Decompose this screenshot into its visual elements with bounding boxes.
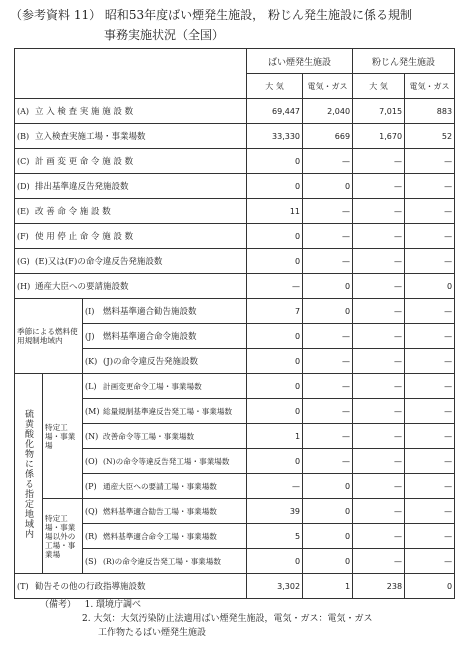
cell-value: 0 (247, 249, 303, 274)
cell-value: 0 (247, 349, 303, 374)
row-label (15, 249, 247, 274)
table-row (15, 199, 455, 224)
row-label-text: (E)又は(F)の命令違反告発施設数 (35, 257, 163, 267)
row-label-text: 燃料基準適合命令施設数 (103, 332, 197, 342)
row-label-text: 燃料基準適合勧告施設数 (103, 307, 197, 317)
cell-value: — (353, 174, 405, 199)
cell-value: — (353, 524, 405, 549)
cell-value: — (405, 474, 455, 499)
table-row (15, 374, 455, 399)
row-label-text: 計画変更命令工場・事業場数 (103, 381, 202, 391)
cell-value: 1 (303, 574, 353, 599)
table-row (15, 99, 455, 124)
cell-value: 0 (247, 149, 303, 174)
row-label (83, 299, 247, 324)
table-row (15, 499, 455, 524)
notes-label: （備考） (40, 600, 77, 610)
row-marker: (Q) (85, 506, 98, 516)
row-label (83, 524, 247, 549)
header-soot-facilities: ばい煙発生施設 (247, 49, 353, 74)
row-marker: (A) (17, 107, 30, 116)
cell-value: 2,040 (303, 99, 353, 124)
cell-value: — (353, 424, 405, 449)
cell-value: 669 (303, 124, 353, 149)
row-label-text: (N)の命令等違反告発工場・事業場数 (103, 456, 230, 466)
cell-value: 7,015 (353, 99, 405, 124)
cell-value: — (405, 324, 455, 349)
row-marker: (M) (85, 406, 100, 416)
row-label-text: 排出基準違反告発施設数 (35, 182, 129, 192)
cell-value: — (405, 399, 455, 424)
cell-value: 0 (303, 174, 353, 199)
row-marker: (P) (85, 481, 97, 491)
cell-value: — (303, 249, 353, 274)
row-marker: (R) (85, 531, 98, 541)
cell-value: 5 (247, 524, 303, 549)
cell-value: 1 (247, 424, 303, 449)
table-row (15, 274, 455, 299)
row-marker: (S) (85, 556, 97, 566)
row-marker: (C) (17, 157, 30, 166)
cell-value: — (353, 249, 405, 274)
cell-value: — (303, 149, 353, 174)
row-label (15, 574, 247, 599)
cell-value: 0 (303, 524, 353, 549)
cell-value: 0 (303, 499, 353, 524)
cell-value: 33,330 (247, 124, 303, 149)
header-dust-facilities: 粉じん発生施設 (353, 49, 455, 74)
cell-value: — (353, 324, 405, 349)
table-row (15, 174, 455, 199)
row-marker: (K) (85, 357, 98, 366)
notes (40, 598, 372, 640)
cell-value: — (353, 224, 405, 249)
row-marker: (G) (17, 257, 30, 266)
cell-value: — (353, 149, 405, 174)
table-body (15, 99, 455, 599)
cell-value: 0 (405, 574, 455, 599)
cell-value: 0 (247, 324, 303, 349)
cell-value: — (303, 374, 353, 399)
group-sulfur-oxide-area: 硫黄酸化物に係る指定地域内 (15, 374, 43, 574)
cell-value: — (303, 199, 353, 224)
cell-value: 0 (247, 449, 303, 474)
row-label-text: 通産大臣への要請施設数 (35, 282, 129, 292)
row-label (15, 174, 247, 199)
cell-value: 0 (303, 299, 353, 324)
cell-value: — (303, 349, 353, 374)
row-label (83, 324, 247, 349)
cell-value: 0 (405, 274, 455, 299)
row-label-text: 改善命令等工場・事業場数 (103, 431, 195, 441)
row-label-text: 改 善 命 令 施 設 数 (35, 207, 111, 217)
cell-value: — (353, 549, 405, 574)
cell-value: — (353, 474, 405, 499)
header-blank (15, 49, 247, 99)
group-other-factories: 特定工場・事業場以外の工場・事業場 (43, 499, 83, 574)
page-subtitle: 事務実施状況（全国） (104, 28, 225, 42)
cell-value: — (303, 449, 353, 474)
cell-value: — (353, 374, 405, 399)
row-label (15, 224, 247, 249)
cell-value: 0 (247, 399, 303, 424)
row-label-text: 計 画 変 更 命 令 施 設 数 (35, 157, 134, 167)
row-label (15, 124, 247, 149)
row-marker: (E) (17, 207, 30, 216)
row-label (83, 399, 247, 424)
cell-value: — (405, 499, 455, 524)
cell-value: 0 (247, 549, 303, 574)
cell-value: — (247, 474, 303, 499)
cell-value: — (353, 499, 405, 524)
cell-value: — (353, 349, 405, 374)
cell-value: — (405, 424, 455, 449)
cell-value: — (405, 174, 455, 199)
row-label (83, 349, 247, 374)
cell-value: 69,447 (247, 99, 303, 124)
table-row (15, 224, 455, 249)
header-air-2: 大 気 (353, 74, 405, 99)
row-label (15, 199, 247, 224)
row-label (83, 499, 247, 524)
row-label (15, 99, 247, 124)
row-label-text: 立入検査実施工場・事業場数 (35, 132, 146, 142)
cell-value: — (405, 449, 455, 474)
row-label (83, 449, 247, 474)
row-label-text: 燃料基準適合勧告工場・事業場数 (103, 506, 217, 516)
row-label (15, 149, 247, 174)
cell-value: — (303, 324, 353, 349)
row-label (15, 274, 247, 299)
cell-value: 52 (405, 124, 455, 149)
cell-value: 39 (247, 499, 303, 524)
row-marker: (L) (85, 381, 97, 391)
row-label-text: 通産大臣への要請工場・事業場数 (103, 481, 217, 491)
row-label (83, 374, 247, 399)
row-label-text: 燃料基準適合命令工場・事業場数 (103, 531, 217, 541)
page-title: （参考資料 11） 昭和53年度ばい煙発生施設， 粉じん発生施設に係る規制 (10, 8, 412, 22)
note-2-cont: 工作物たるばい煙発生施設 (98, 628, 207, 638)
cell-value: 7 (247, 299, 303, 324)
cell-value: — (405, 549, 455, 574)
cell-value: 883 (405, 99, 455, 124)
cell-value: 3,302 (247, 574, 303, 599)
cell-value: — (405, 299, 455, 324)
table-row (15, 299, 455, 324)
row-marker: (F) (17, 232, 29, 241)
row-marker: (B) (17, 132, 30, 141)
row-label (83, 474, 247, 499)
note-2: 2. 大気：大気汚染防止法適用ばい煙発生施設，電気・ガス：電気・ガス (82, 614, 373, 624)
table-row (15, 249, 455, 274)
cell-value: 0 (303, 549, 353, 574)
cell-value: 11 (247, 199, 303, 224)
cell-value: 0 (303, 474, 353, 499)
row-label (83, 424, 247, 449)
row-label-text: 総量規制基準違反告発工場・事業場数 (103, 406, 233, 416)
row-marker: (N) (85, 431, 99, 441)
cell-value: — (353, 199, 405, 224)
row-marker: (H) (17, 282, 31, 291)
cell-value: — (303, 399, 353, 424)
cell-value: — (353, 299, 405, 324)
row-label (83, 549, 247, 574)
cell-value: — (405, 349, 455, 374)
row-marker: (T) (17, 582, 29, 591)
row-label-text: 勧告その他の行政指導施設数 (35, 582, 146, 592)
cell-value: 0 (303, 274, 353, 299)
table-row (15, 574, 455, 599)
cell-value: — (353, 399, 405, 424)
group-specific-factories: 特定工場・事業場 (43, 374, 83, 499)
cell-value: — (303, 424, 353, 449)
cell-value: — (405, 374, 455, 399)
cell-value: — (353, 274, 405, 299)
header-row-1 (15, 49, 455, 74)
group-season-regulated-area: 季節による燃料使用規制地域内 (15, 299, 83, 374)
cell-value: 1,670 (353, 124, 405, 149)
row-label-text: 立 入 検 査 実 施 施 設 数 (35, 107, 134, 117)
cell-value: — (405, 224, 455, 249)
cell-value: 0 (247, 224, 303, 249)
row-marker: (J) (85, 332, 95, 341)
note-1: 1. 環境庁調べ (84, 600, 142, 610)
cell-value: — (405, 199, 455, 224)
row-label-text: (J)の命令違反告発施設数 (103, 357, 199, 367)
row-marker: (O) (85, 456, 98, 466)
row-label-text: (R)の命令違反告発工場・事業場数 (103, 556, 221, 566)
cell-value: — (247, 274, 303, 299)
header-gas-2: 電気・ガス (405, 74, 455, 99)
cell-value: 0 (247, 374, 303, 399)
cell-value: — (303, 224, 353, 249)
row-marker: (D) (17, 182, 30, 191)
cell-value: — (353, 449, 405, 474)
table-row (15, 124, 455, 149)
cell-value: — (405, 149, 455, 174)
row-label-text: 使 用 停 止 命 令 施 設 数 (35, 232, 134, 242)
cell-value: 0 (247, 174, 303, 199)
table-row (15, 149, 455, 174)
row-marker: (I) (85, 307, 95, 316)
cell-value: 238 (353, 574, 405, 599)
regulation-table (14, 48, 455, 599)
cell-value: — (405, 249, 455, 274)
cell-value: — (405, 524, 455, 549)
header-gas-1: 電気・ガス (303, 74, 353, 99)
header-air-1: 大 気 (247, 74, 303, 99)
